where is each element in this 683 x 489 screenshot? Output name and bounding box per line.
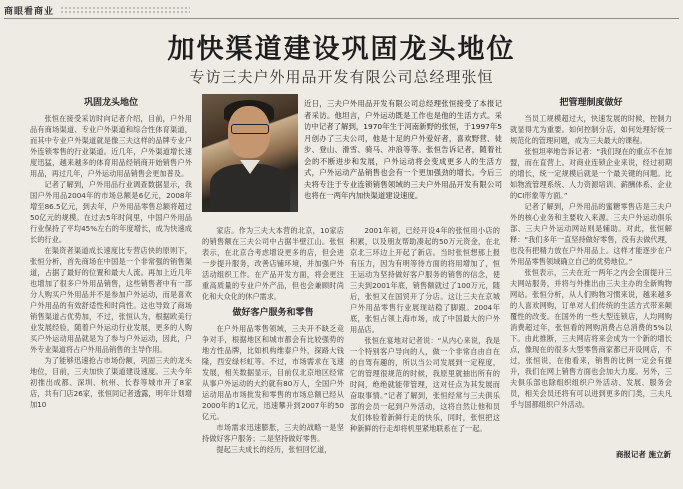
paragraph: 提起三夫成长的经历，张恒回忆道， — [216, 445, 332, 454]
paragraph: 记者了解到，户外用品行业调查数据显示，我国户外用品2004年的市场总额是6亿元，2008年增至86.5亿元，到去年，户外用品零售总额将超过50亿元的规模。在过去5年时间里，中国户外用品行业保持了平均45%左右的年度增长，成为快速成长的行业。 — [30, 180, 192, 244]
paragraph: 市场需求迅速膨胀，三夫的战略一是坚持做好客户服务；二是坚持做好零售。 — [202, 423, 344, 443]
paragraph: 张恒表示，三夫在近一两年之内会全面提升三夫网站服务，并将与外推出由三夫主办的全新购物网站。张恒分析，从人们购物习惯来说，越来越多的人喜欢网购，订单对人们传统的生活方式带来颠覆性的改变。在国外的一些大型连锁店，人均网购消费超过年，张恒看的网购消费占总消费的5%以下。由此推断，三夫网店将来会成为一个新的增长点，像现在的很多大型零售商家都已开设网店，不过，张恒说，在他看来，销售的比例一定会有提升，我们在网上销售方面也会加大力度。另外，三夫俱乐部也除组织组织户外活动、发展、服务会员，相关会员还将有可以进到更多的门类，三夫凡乎与国都组织户外活动。 — [510, 268, 672, 409]
headline: 加快渠道建设巩固龙头地位 — [167, 34, 516, 65]
section-tag: 商眼看商业 — [4, 7, 55, 17]
section-tag-ornament — [60, 6, 190, 14]
paragraph: 家店。作为三夫大本营的北京，10家店的销售额在三夫公司中占据半壁江山。张恒表示，在北京合考虑增设更多的店，但会进一步提升服务，改善店铺环境，并加强户外活动组织工作。在产品开发方面，将会更注重高质量的专业户外产品，但也会兼顾时尚化和大众化的休户需求。 — [202, 226, 344, 301]
header-rule — [4, 18, 679, 19]
article-column-1 — [30, 96, 192, 486]
paragraph: 记者了解到，户外用品的蜜糖零售店是三夫户外的核心业务和主要收入来源。三夫户外运动俱乐部、三夫户外运动网站则是辅助。对此，张恒解释：“我们多年一直坚持做好零售，没有去做代理，也没有把精力放在户外用品上。这样才能逐步在户外用品零售领域确立自己的优势地位。” — [510, 202, 672, 266]
paragraph: 2001年初，已经开设4年的张恒用小店的积累，以及朋友帮助凑起的50万元资金，在北京北三环边上开起了新店。当时张恒想那上报有压力，因为有明等待方面的将用增加了，恒王运动为坚持做好客户服务的销售的信念，使三夫到2001年底，销售额就过了100万元，随后，张恒又在国贸开了分店。这让三夫在京城户外用品零售行业展现站稳了脚跟。2004年底，张恒占领上海市场，成了中国最大的户外用品店。 — [350, 226, 500, 334]
paragraph: 当员工规模超过大，快速发展的时候，控制力就显得尤为重要。如何控制分店，如何处理好统一规范化的管理问题，成为三夫最大的课程。 — [510, 114, 672, 145]
byline: 商报记者 施立新 — [615, 450, 671, 459]
section-heading-2: 做好客户服务和零售 — [232, 308, 314, 318]
article-column-3 — [350, 225, 500, 487]
paragraph: 在渠资者渠道成长速度比专营店快的原则下，张恒分析，首先商场在中国是一个非常强的销售渠道，占据了最好的位置和最大人流。再加上近几年也增加了很多户外用品销售，这些销售者中有一部分人购买户外用品并不是参加户外运动，而是喜欢户外用品的有效舒适性和时尚性。这也导致了商场销售渠道占优势加，不过，张恒认为，根据欧美行业发展经验，随着户外运动行业发展，更多的人购买户外运动用品就是为了参与户外运动，因此，户外专业渠道将占户外用品销售的主导作用。 — [30, 246, 192, 354]
paragraph: 张恒在接受采访时向记者介绍，目前，户外用品有商场渠道、专业户外渠道和综合性体育渠道，而其中专业户外渠道就是像三夫这样的品牌专业户外连锁零售的行业渠道。近几年，户外渠道增长速度迅猛，越来越多的体育用品经销商开始销售户外用品，再过几年，户外运动用品销售会更加普及。 — [30, 114, 192, 178]
paragraph: 在户外用品零售领域，三夫开不缺乏竞争对手，根据地区和城市都会有比较强势的地方性品牌，比如机构维泰户外，探路大钱隆，西安绿杉虹等。不过，市场需求在飞速发展，相关数据显示，目前仅北京地区经常从事户外运动的大约就有80万人，全国户外运动用品市场批发和零售的市场总额已经从2000年的1亿元，迅速攀升到2007年的50亿元。 — [202, 324, 344, 421]
portrait-photo — [202, 94, 298, 212]
subheadline: 专访三夫户外用品开发有限公司总经理张恒 — [189, 68, 494, 86]
article-column-4 — [510, 96, 672, 448]
paragraph: 张恒在宴地对记者说：“从内心来说，我是一个特别客户导向的人，做一个非常自由自在的自驾有趣的，所以当公司发展到一定程度，它的管理很规范的时候，我原里就抽出所有的时间，绝绝就能带管理，这对任点为其发展而奋取事情。”记者了解到，张恒经常与三夫俱乐部的会员一起到户外活动，这将自然让他和员友们体验着新鲜行走的快乐，同时，张恒把这种新鲜的行走却将机里紧地联系在了一起。 — [350, 336, 500, 433]
paragraph: 张恒坦率地告诉记者：“我们现在的重点不在加盟，而在直营上。对商业连锁企业来说，经过初期的增长，统一定规模后就是一个最关键的问题。比如物流管理系统、人力资源培训、薪酬体系、企业的CI形象等方面。” — [510, 147, 672, 200]
section-heading-1: 巩固龙头地位 — [83, 98, 138, 108]
section-heading-3: 把管理制度做好 — [559, 98, 623, 108]
lead-paragraph: 近日，三夫户外用品开发有限公司总经理张恒接受了本报记者采访。他坦言，户外运动既是工作也是他的生活方式。采访中记者了解到，1970年生于河南新野的张恒，于1997年5月创办了三夫公司，他是十足的户外爱好者，喜欢野营、徒步、登山、滑雪、骑马、冲浪等等。张恒告诉记者，随着社会的不断进步和发展，户外运动将会变成更多人的生活方式，户外运动产品销售也会有一个更加强劲的增长。今后三夫将专注于专业连锁销售领域的三夫户外用品开发有限公司也将在一两年内加快渠道建设速度。 — [304, 99, 502, 200]
article-column-2 — [202, 225, 344, 487]
paragraph: 为了能够迅速抢占市场份额，巩固三夫的龙头地位，目前，三夫加快了渠道建设速度。三夫今年初推出成都、深圳、杭州、长春等城市开了8家店，共有门店26家，张恒同记者透露，明年计划增加10 — [30, 356, 192, 409]
